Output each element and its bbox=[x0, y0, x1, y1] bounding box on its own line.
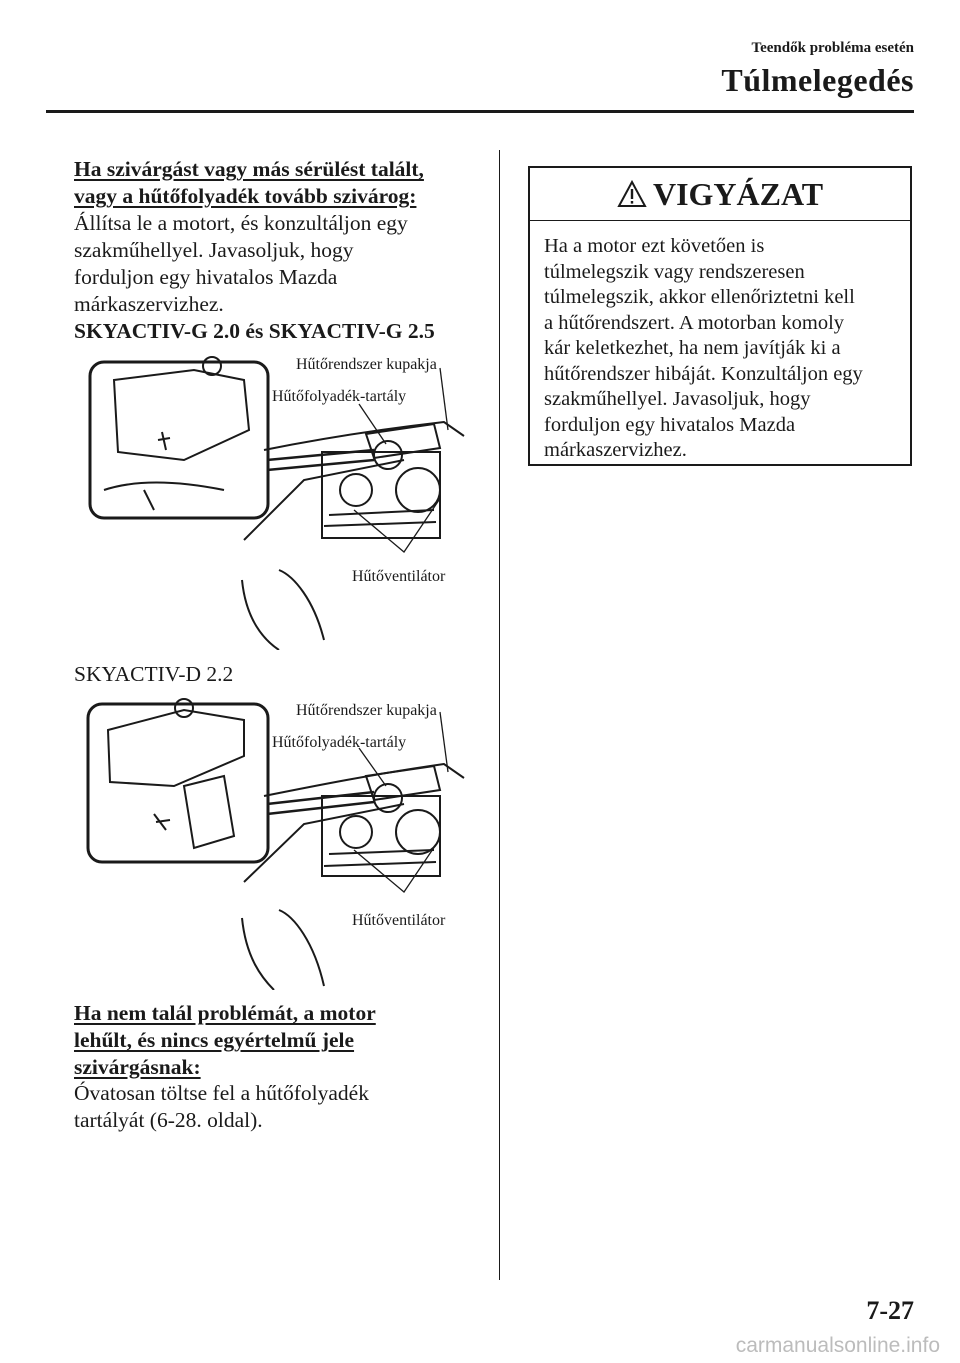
no-problem-heading: Ha nem talál problémát, a motor lehűlt, és nincs egyértelmű jele szivárgásnak: bbox=[74, 1001, 376, 1079]
figure1-engine-illustration bbox=[74, 340, 474, 650]
section-title: Túlmelegedés bbox=[721, 62, 914, 98]
fig2-tank-label: Hűtőfolyadék-tartály bbox=[272, 734, 407, 751]
leak-heading: Ha szivárgást vagy más sérülést talált, vagy a hűtőfolyadék tovább szivárog: bbox=[74, 157, 424, 208]
fig2-fan-label: Hűtőventilátor bbox=[352, 912, 446, 929]
figure2-engine-illustration bbox=[74, 686, 474, 990]
fig1-cap-label: Hűtőrendszer kupakja bbox=[296, 356, 437, 373]
header-rule bbox=[46, 110, 914, 113]
warning-text: Ha a motor ezt követően is túlmelegszik vagy rendszeresen túlmelegszik, akkor ellenőriztetni kell a hűtőrendszert. A motorban komoly kár keletkezhet, ha nem javítják ki a hűtőrendszer hibáját. Konzultáljon egy szakműhellyel. Javasoljuk, hogy forduljon egy hivatalos Mazda márkaszervizhez. bbox=[544, 235, 863, 461]
figure2-title: SKYACTIV-D 2.2 bbox=[74, 662, 234, 686]
warning-title: VIGYÁZAT bbox=[652, 175, 824, 212]
leak-paragraph: Állítsa le a motort, és konzultáljon egy szakműhellyel. Javasoljuk, hogy forduljon egy hivatalos Mazda márkaszervizhez. bbox=[74, 211, 408, 316]
refill-paragraph: Óvatosan töltse fel a hűtőfolyadék tartályát (6-28. oldal). bbox=[74, 1081, 369, 1132]
figure1-title: SKYACTIV-G 2.0 és SKYACTIV-G 2.5 bbox=[74, 319, 435, 343]
watermark: carmanualsonline.info bbox=[735, 1334, 940, 1357]
chapter-title: Teendők probléma esetén bbox=[751, 40, 914, 56]
fig2-cap-label: Hűtőrendszer kupakja bbox=[296, 702, 437, 719]
fig1-tank-label: Hűtőfolyadék-tartály bbox=[272, 388, 407, 405]
fig1-fan-label: Hűtőventilátor bbox=[352, 568, 446, 585]
column-divider bbox=[499, 150, 500, 1280]
warning-triangle-icon bbox=[617, 180, 647, 208]
warning-box bbox=[528, 166, 912, 466]
page-number: 7-27 bbox=[866, 1296, 914, 1325]
warning-header bbox=[530, 168, 910, 221]
